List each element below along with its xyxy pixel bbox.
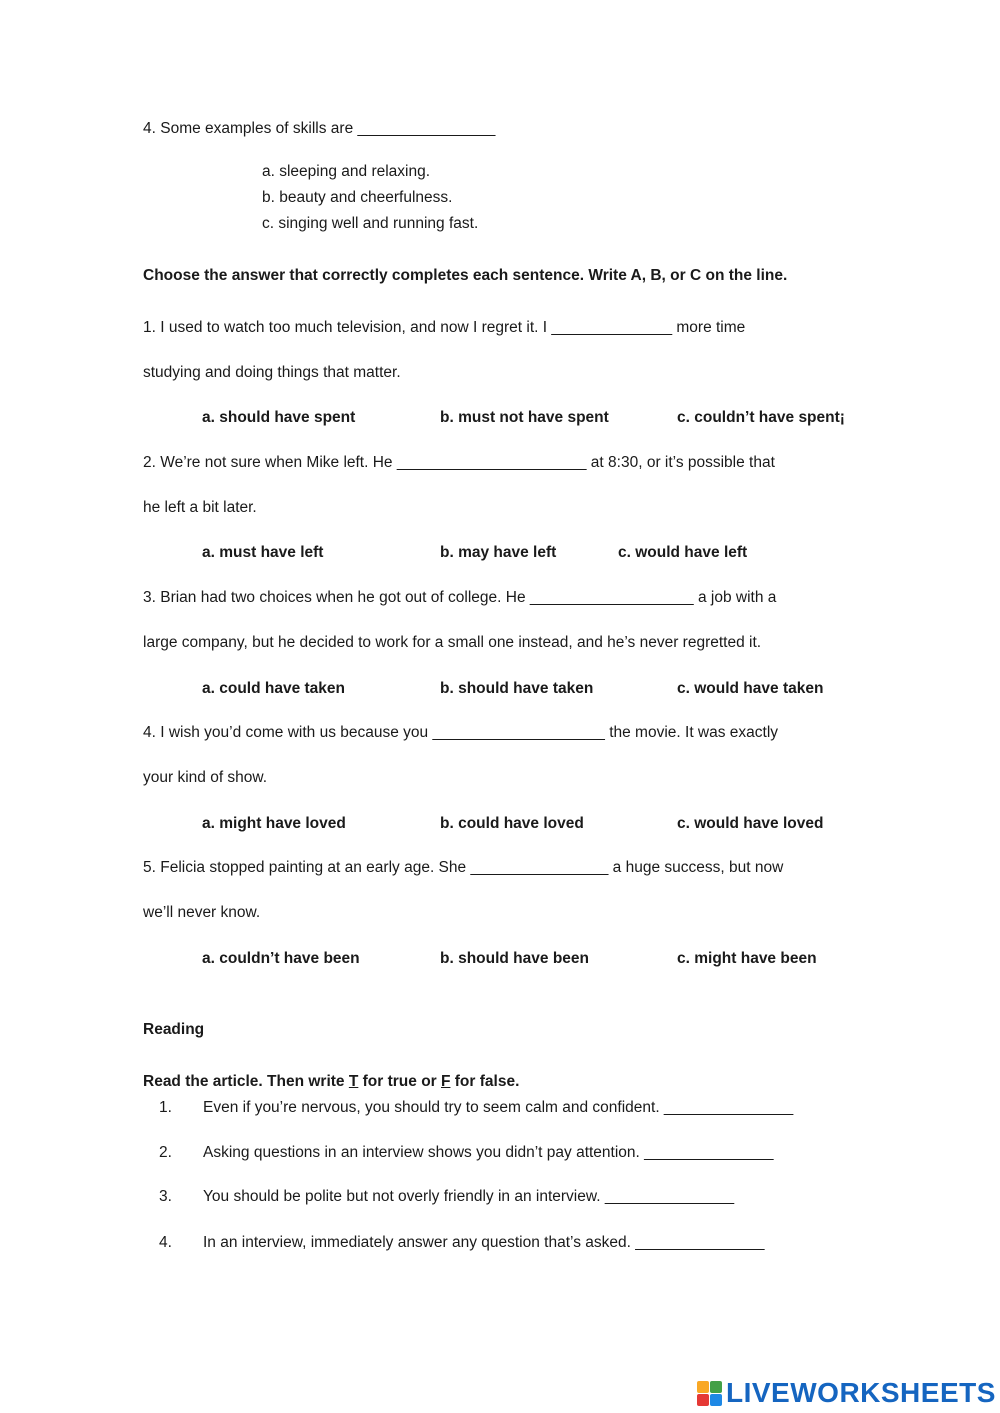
grammar-item-3-option-a: a. could have taken — [202, 680, 345, 697]
grammar-item-2-option-b: b. may have left — [440, 544, 557, 561]
question-skills-stem: 4. Some examples of skills are ________________ — [143, 120, 496, 137]
grammar-item-1-option-a: a. should have spent — [202, 409, 356, 426]
grammar-item-3-option-c: c. would have taken — [677, 680, 824, 697]
reading-instruction-post: for false. — [450, 1073, 520, 1090]
grammar-item-4-option-c: c. would have loved — [677, 815, 824, 832]
grammar-item-2-option-a: a. must have left — [202, 544, 324, 561]
reading-item-3-number: 3. — [159, 1188, 172, 1205]
grammar-item-1-option-b: b. must not have spent — [440, 409, 609, 426]
reading-instruction-mid: for true or — [358, 1073, 441, 1090]
skills-option-b: b. beauty and cheerfulness. — [262, 189, 453, 206]
grammar-item-4-option-b: b. could have loved — [440, 815, 584, 832]
skills-option-c: c. singing well and running fast. — [262, 215, 479, 232]
grammar-item-4-option-a: a. might have loved — [202, 815, 346, 832]
grammar-item-1-line2: studying and doing things that matter. — [143, 364, 401, 381]
grammar-item-1-option-c: c. couldn’t have spent¡ — [677, 409, 845, 426]
grammar-item-3-option-b: b. should have taken — [440, 680, 594, 697]
reading-instruction — [143, 1073, 519, 1091]
liveworksheets-wordmark: LIVEWORKSHEETS — [726, 1377, 996, 1408]
grammar-item-3-line2: large company, but he decided to work for a small one instead, and he’s never regretted it. — [143, 634, 762, 651]
grammar-item-4-line2: your kind of show. — [143, 769, 268, 786]
grammar-item-5-line2: we’ll never know. — [143, 904, 261, 921]
grammar-item-2-line1: 2. We’re not sure when Mike left. He ______________________ at 8:30, or it’s possible that — [143, 454, 775, 471]
true-letter: T — [348, 1073, 359, 1090]
reading-item-3-text: You should be polite but not overly friendly in an interview. _______________ — [203, 1188, 735, 1205]
reading-instruction-pre: Read the article. Then write — [143, 1073, 349, 1090]
grammar-item-5-line1: 5. Felicia stopped painting at an early age. She ________________ a huge success, but now — [143, 859, 784, 876]
grammar-item-3-line1: 3. Brian had two choices when he got out of college. He ___________________ a job with a — [143, 589, 777, 606]
liveworksheets-logo — [697, 1376, 996, 1410]
reading-item-4-number: 4. — [159, 1234, 172, 1251]
reading-heading: Reading — [143, 1021, 205, 1038]
grammar-item-5-option-c: c. might have been — [677, 950, 817, 967]
grammar-item-2-line2: he left a bit later. — [143, 499, 257, 516]
skills-option-a: a. sleeping and relaxing. — [262, 163, 431, 180]
grammar-item-1-line1: 1. I used to watch too much television, and now I regret it. I ______________ more time — [143, 319, 746, 336]
reading-item-1-text: Even if you’re nervous, you should try to seem calm and confident. _______________ — [203, 1099, 794, 1116]
reading-item-1-number: 1. — [159, 1099, 172, 1116]
grammar-instruction: Choose the answer that correctly completes each sentence. Write A, B, or C on the line. — [143, 267, 788, 284]
reading-item-4-text: In an interview, immediately answer any question that’s asked. _______________ — [203, 1234, 765, 1251]
grammar-item-5-option-b: b. should have been — [440, 950, 589, 967]
grammar-item-4-line1: 4. I wish you’d come with us because you ____________________ the movie. It was exactly — [143, 724, 779, 741]
false-letter: F — [441, 1073, 451, 1090]
reading-item-2-text: Asking questions in an interview shows you didn’t pay attention. _______________ — [203, 1144, 774, 1161]
grammar-item-2-option-c: c. would have left — [618, 544, 748, 561]
liveworksheets-cube-icon — [697, 1379, 723, 1407]
grammar-item-5-option-a: a. couldn’t have been — [202, 950, 360, 967]
reading-item-2-number: 2. — [159, 1144, 172, 1161]
